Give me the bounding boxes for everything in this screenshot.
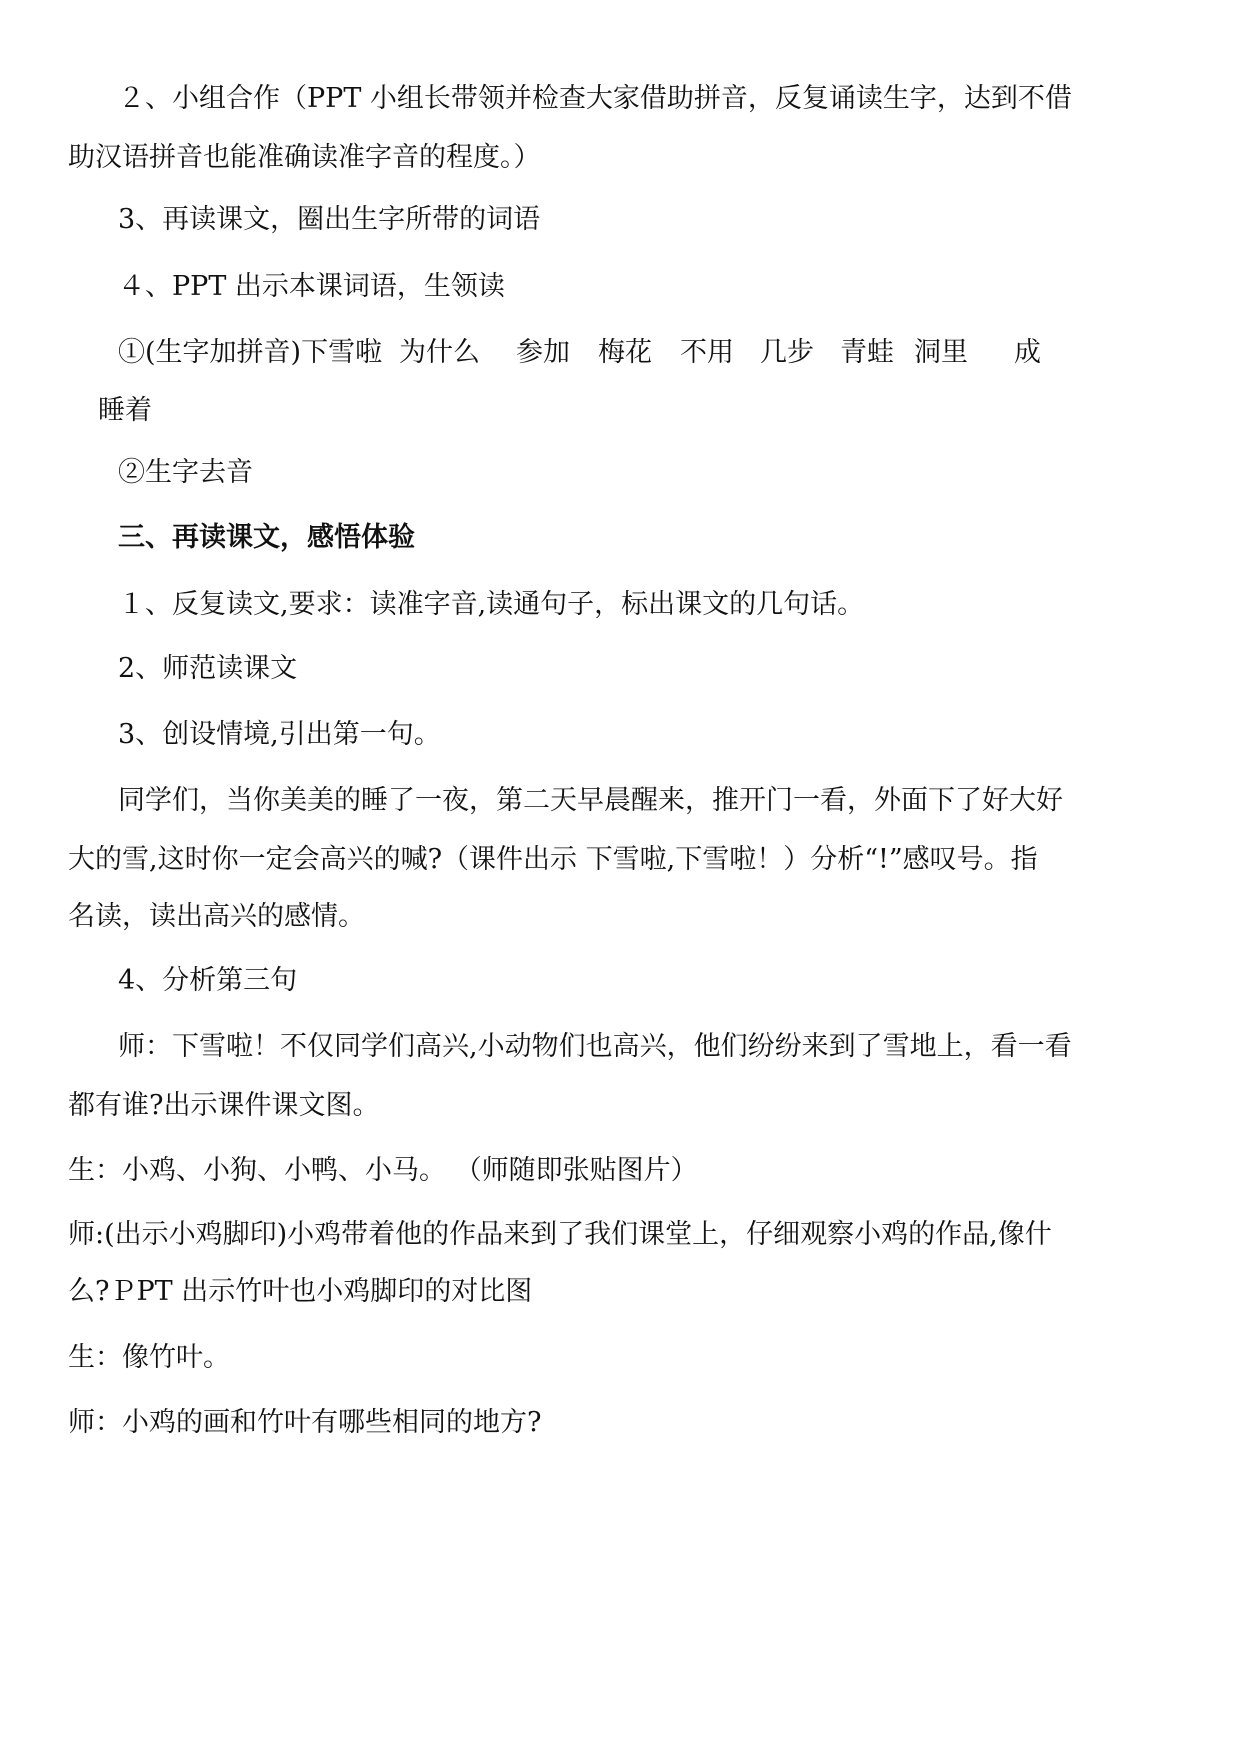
paragraph-scene-line1: 同学们，当你美美的睡了一夜，第二天早晨醒来，推开门一看，外面下了好大好 bbox=[118, 785, 1063, 816]
vocabulary-word: 洞里 bbox=[914, 337, 968, 368]
step-1-repeat-reading: １、反复读文,要求：读准字音,读通句子，标出课文的几句话。 bbox=[118, 589, 865, 620]
dialogue-student-bamboo: 生：像竹叶。 bbox=[68, 1342, 230, 1373]
vocabulary-word: 梅花 bbox=[598, 337, 652, 368]
vocabulary-continuation: 睡着 bbox=[98, 395, 152, 426]
vocabulary-list bbox=[118, 336, 1041, 370]
vocabulary-intro: ①(生字加拼音)下雪啦 bbox=[118, 337, 383, 368]
paragraph-scene-line2: 大的雪,这时你一定会高兴的喊?（课件出示 下雪啦,下雪啦！）分析“!”感叹号。指 bbox=[68, 844, 1038, 875]
paragraph-remove-pinyin: ②生字去音 bbox=[118, 457, 253, 488]
dialogue-teacher-footprints-line1: 师:(出示小鸡脚印)小鸡带着他的作品来到了我们课堂上，仔细观察小鸡的作品,像什 bbox=[68, 1219, 1052, 1250]
vocabulary-word: 参加 bbox=[516, 337, 570, 368]
step-3-create-scene: 3、创设情境,引出第一句。 bbox=[118, 719, 441, 750]
step-2-teacher-reads: 2、师范读课文 bbox=[118, 653, 298, 684]
dialogue-teacher-footprints-line2: 么?ＰPT 出示竹叶也小鸡脚印的对比图 bbox=[68, 1276, 533, 1307]
paragraph-reread-text: 3、再读课文，圈出生字所带的词语 bbox=[118, 204, 541, 235]
vocabulary-word: 成 bbox=[1014, 337, 1041, 368]
section-heading: 三、再读课文，感悟体验 bbox=[118, 522, 415, 553]
step-4-analyze-third-sentence: 4、分析第三句 bbox=[118, 965, 298, 996]
paragraph-teacher-line1: 师：下雪啦！不仅同学们高兴,小动物们也高兴，他们纷纷来到了雪地上，看一看 bbox=[118, 1031, 1072, 1062]
paragraph-scene-line3: 名读，读出高兴的感情。 bbox=[68, 901, 365, 932]
paragraph-group-work-line1: ２、小组合作（PPT 小组长带领并检查大家借助拼音，反复诵读生字，达到不借 bbox=[118, 83, 1072, 114]
dialogue-student-animals: 生：小鸡、小狗、小鸭、小马。 （师随即张贴图片） bbox=[68, 1155, 698, 1186]
vocabulary-word: 为什么 bbox=[399, 337, 480, 368]
vocabulary-word: 不用 bbox=[680, 337, 734, 368]
paragraph-ppt-words: ４、PPT 出示本课词语，生领读 bbox=[118, 271, 505, 302]
paragraph-group-work-line2: 助汉语拼音也能准确读准字音的程度。） bbox=[68, 142, 541, 173]
vocabulary-word: 几步 bbox=[760, 337, 814, 368]
paragraph-teacher-line2: 都有谁?出示课件课文图。 bbox=[68, 1090, 380, 1121]
dialogue-teacher-question: 师：小鸡的画和竹叶有哪些相同的地方? bbox=[68, 1407, 542, 1438]
vocabulary-word: 青蛙 bbox=[840, 337, 894, 368]
